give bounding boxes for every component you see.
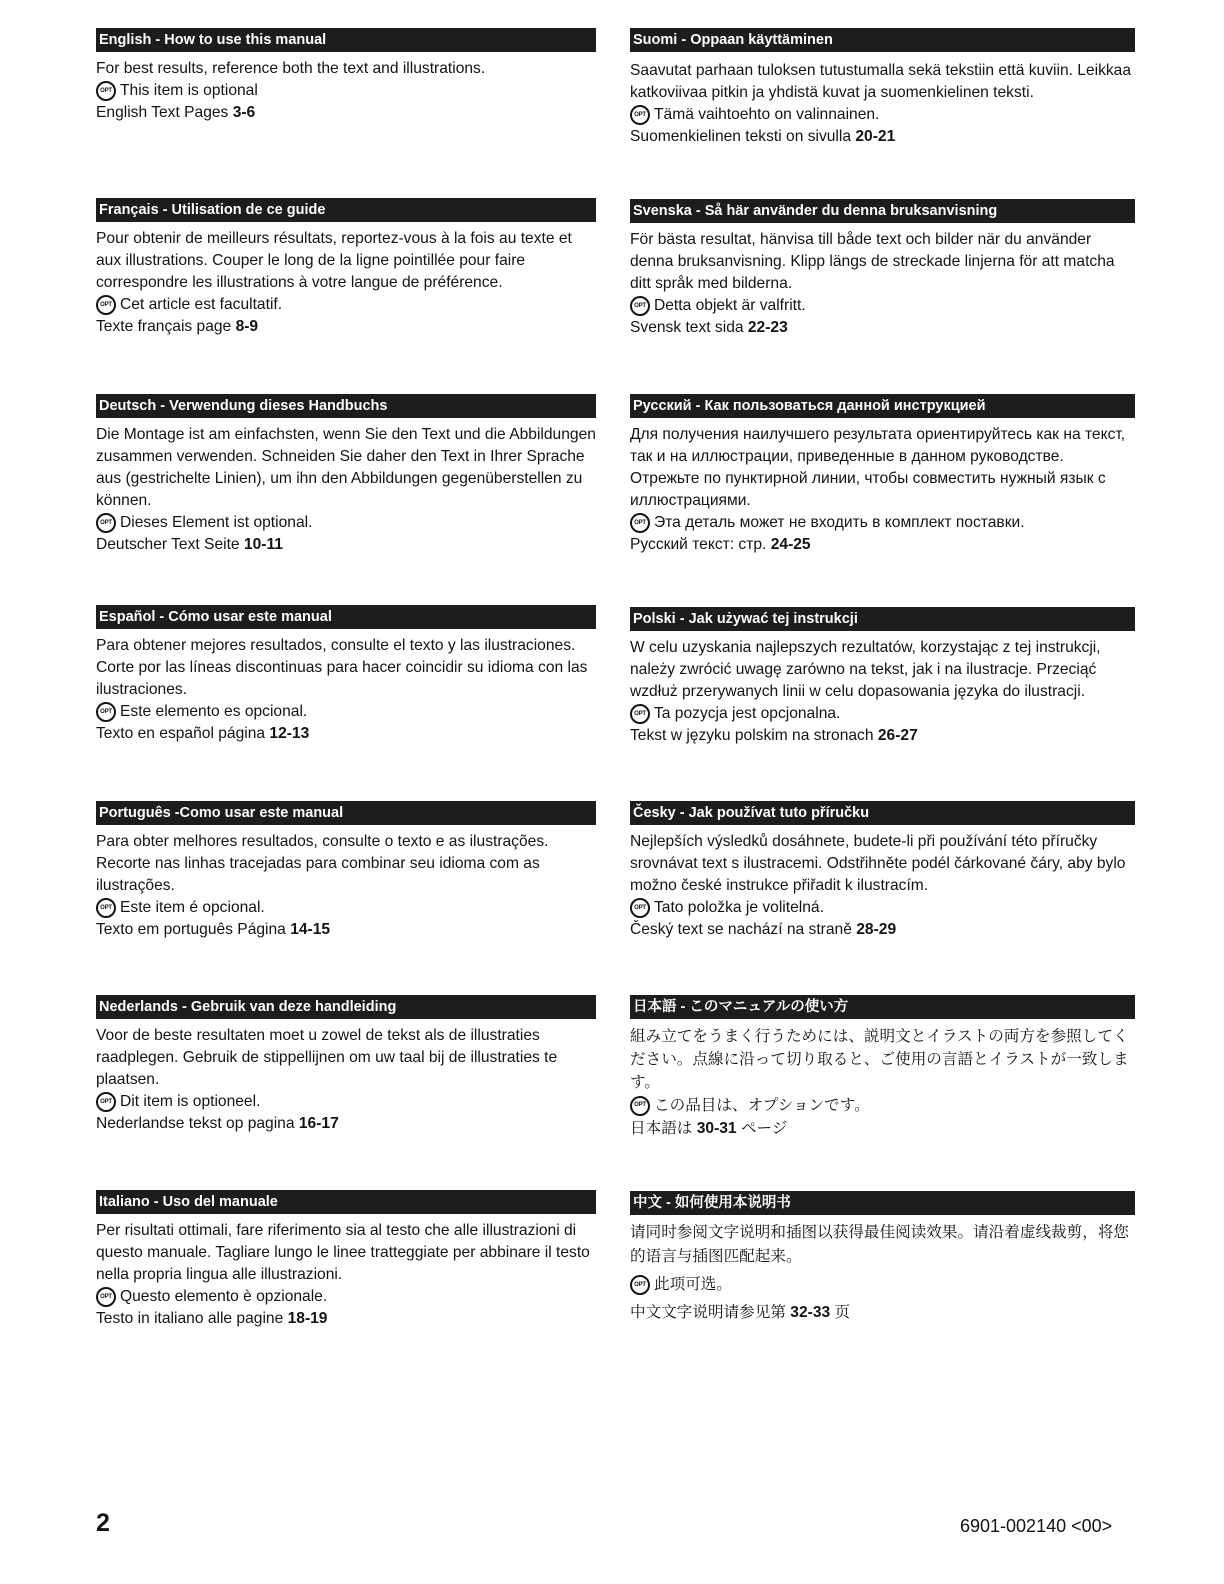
section-header: Português -Como usar este manual [96,801,596,825]
page-reference [96,316,596,338]
opt-icon: OPT [630,704,650,724]
opt-icon: OPT [630,105,650,125]
section-swedish [630,199,1135,339]
page-reference-prefix: English Text Pages [96,104,233,121]
section-header: Svenska - Så här använder du denna bruksanvisning [630,199,1135,223]
opt-icon: OPT [96,295,116,315]
section-portuguese [96,801,596,941]
page-reference [96,723,596,745]
opt-icon: OPT [630,1275,650,1295]
page-reference [630,1117,1135,1140]
optional-text: Questo elemento è opzionale. [120,1288,328,1305]
page-reference [630,534,1135,556]
section-english [96,28,596,124]
section-italian [96,1190,596,1330]
section-body: Для получения наилучшего результата ориентируйтесь как на текст, так и на иллюстрации, приведенные в данном руководстве. Отрежьте по пунктирной линии, чтобы совместить нужный язык с иллюстрациями. [630,426,1126,509]
optional-text: Este elemento es opcional. [120,703,308,720]
section-header: English - How to use this manual [96,28,596,52]
opt-icon: OPT [96,1287,116,1307]
page-reference [96,534,596,556]
section-header: 中文 - 如何使用本说明书 [630,1191,1135,1215]
page-reference [96,1113,596,1135]
optional-text: 此项可选。 [654,1276,732,1293]
section-german [96,394,596,556]
opt-icon: OPT [96,513,116,533]
page-range: 26-27 [877,727,918,744]
section-header: Italiano - Uso del manuale [96,1190,596,1214]
page-number: 2 [96,1509,110,1537]
section-header: Suomi - Oppaan käyttäminen [630,28,1135,52]
optional-note [630,295,1135,317]
section-header: Español - Cómo usar este manual [96,605,596,629]
optional-note [96,897,596,919]
section-body: 組み立てをうまく行うためには、説明文とイラストの両方を参照してください。点線に沿って切り取ると、ご使用の言語とイラストが一致します。 [630,1028,1129,1091]
page-reference [630,317,1135,339]
page-range: 14-15 [290,921,331,938]
opt-icon: OPT [630,1096,650,1116]
section-body: Saavutat parhaan tuloksen tutustumalla sekä tekstiin että kuviin. Leikkaa katkoviivaa pitkin ja yhdistä kuvat ja suomenkielinen teksti. [630,62,1132,101]
section-body: Per risultati ottimali, fare riferimento sia al testo che alle illustrazioni di questo manuale. Tagliare lungo le linee tratteggiate per abbinare il testo nella propria lingua alle illustrazioni. [96,1222,590,1283]
section-header: Nederlands - Gebruik van deze handleiding [96,995,596,1019]
page-range: 20-21 [855,128,896,145]
section-japanese [630,995,1135,1140]
optional-note [630,512,1135,534]
optional-text: Detta objekt är valfritt. [654,297,806,314]
optional-text: Tato položka je volitelná. [654,899,824,916]
opt-icon: OPT [630,296,650,316]
page-reference [630,919,1135,941]
optional-note [96,1091,596,1113]
section-finnish [630,28,1135,148]
opt-icon: OPT [96,1092,116,1112]
page-reference [96,102,596,124]
optional-note [630,1273,1135,1297]
opt-icon: OPT [96,81,116,101]
optional-text: Эта деталь может не входить в комплект поставки. [654,514,1025,531]
section-dutch [96,995,596,1135]
page-range: 32-33 [790,1304,831,1321]
page-range: 8-9 [235,318,259,335]
section-body: Para obter melhores resultados, consulte o texto e as ilustrações. Recorte nas linhas tracejadas para combinar seu idioma com as ilustrações. [96,833,549,894]
optional-note [630,1094,1135,1117]
page-range: 12-13 [269,725,310,742]
optional-text: Cet article est facultatif. [120,296,283,313]
opt-icon: OPT [630,898,650,918]
page-reference-prefix: 日本語は [630,1120,697,1137]
optional-note [96,701,596,723]
page-reference [630,725,1135,747]
page-reference-prefix: 中文文字说明请参见第 [630,1304,791,1321]
page-reference-prefix: Deutscher Text Seite [96,536,244,553]
section-spanish [96,605,596,745]
section-french [96,198,596,338]
section-header: Polski - Jak używać tej instrukcji [630,607,1135,631]
page-range: 28-29 [856,921,897,938]
section-body: For best results, reference both the text and illustrations. [96,60,486,77]
optional-text: Ta pozycja jest opcjonalna. [654,705,841,722]
optional-note [96,1286,596,1308]
page-range: 10-11 [243,536,283,553]
page-reference [630,1301,1135,1325]
page-reference-prefix: Český text se nachází na straně [630,921,857,938]
page-range: 22-23 [747,319,788,336]
section-body: Pour obtenir de meilleurs résultats, reportez-vous à la fois au texte et aux illustrations. Couper le long de la ligne pointillée pour faire correspondre les illustrations à votre langue de préférence. [96,230,572,291]
section-header: Deutsch - Verwendung dieses Handbuchs [96,394,596,418]
optional-note [96,512,596,534]
optional-text: Tämä vaihtoehto on valinnainen. [654,106,880,123]
optional-note [630,897,1135,919]
section-chinese [630,1191,1135,1325]
section-header: Česky - Jak používat tuto příručku [630,801,1135,825]
page-reference-prefix: Texto em português Página [96,921,291,938]
page-reference-prefix: Tekst w języku polskim na stronach [630,727,878,744]
section-body: Voor de beste resultaten moet u zowel de tekst als de illustraties raadplegen. Gebruik de stippellijnen om uw taal bij de illustraties te plaatsen. [96,1027,558,1088]
page-reference-suffix: 页 [830,1304,851,1321]
section-body: W celu uzyskania najlepszych rezultatów, korzystając z tej instrukcji, należy zwrócić uwagę zarówno na tekst, jak i na ilustracje. Przeciąć wzdłuż przerywanych linii w celu dopasowania języka do ilustracji. [630,639,1101,700]
section-russian [630,394,1135,556]
optional-note [630,104,1135,126]
page-reference [96,919,596,941]
section-body: Para obtener mejores resultados, consulte el texto y las ilustraciones. Corte por las líneas discontinuas para hacer coincidir su idioma con las ilustraciones. [96,637,588,698]
opt-icon: OPT [96,702,116,722]
page-range: 30-31 [696,1120,737,1137]
optional-text: This item is optional [120,82,258,99]
page-reference-prefix: Testo in italiano alle pagine [96,1310,288,1327]
section-header: 日本語 - このマニュアルの使い方 [630,995,1135,1019]
page-range: 3-6 [232,104,256,121]
section-polish [630,607,1135,747]
optional-note [96,294,596,316]
optional-text: Dieses Element ist optional. [120,514,313,531]
section-czech [630,801,1135,941]
page-reference-prefix: Texte français page [96,318,236,335]
page-reference-prefix: Русский текст: стр. [630,536,771,553]
document-code: 6901-002140 <00> [960,1516,1113,1536]
page-reference-prefix: Svensk text sida [630,319,748,336]
page-range: 18-19 [287,1310,328,1327]
section-body: Die Montage ist am einfachsten, wenn Sie den Text und die Abbildungen zusammen verwenden. Schneiden Sie daher den Text in Ihrer Sprache aus (gestrichelte Linien), um ihn den Abbildungen gegenüberstellen zu können. [96,426,596,509]
section-body: Nejlepších výsledků dosáhnete, budete-li při používání této příručky srovnávat text s ilustracemi. Odstřihněte podél čárkované čáry, aby bylo možno české instrukce přiřadit k ilustracím. [630,833,1126,894]
section-header: Русский - Как пользоваться данной инструкцией [630,394,1135,418]
page-reference-prefix: Texto en español página [96,725,270,742]
page-reference [630,126,1135,148]
page-range: 16-17 [298,1115,339,1132]
page-reference-prefix: Suomenkielinen teksti on sivulla [630,128,856,145]
section-body: 请同时参阅文字说明和插图以获得最佳阅读效果。请沿着虚线裁剪，将您的语言与插图匹配起来。 [630,1224,1130,1265]
page-reference [96,1308,596,1330]
optional-text: この品目は、オプションです。 [654,1097,870,1114]
page-range: 24-25 [770,536,811,553]
opt-icon: OPT [96,898,116,918]
optional-text: Este item é opcional. [120,899,265,916]
section-header: Français - Utilisation de ce guide [96,198,596,222]
optional-note [96,80,596,102]
optional-note [630,703,1135,725]
page-reference-prefix: Nederlandse tekst op pagina [96,1115,299,1132]
section-body: För bästa resultat, hänvisa till både text och bilder när du använder denna bruksanvisning. Klipp längs de streckade linjerna för att matcha ditt språk med bilderna. [630,231,1115,292]
page-reference-suffix: ページ [736,1120,788,1137]
opt-icon: OPT [630,513,650,533]
optional-text: Dit item is optioneel. [120,1093,261,1110]
